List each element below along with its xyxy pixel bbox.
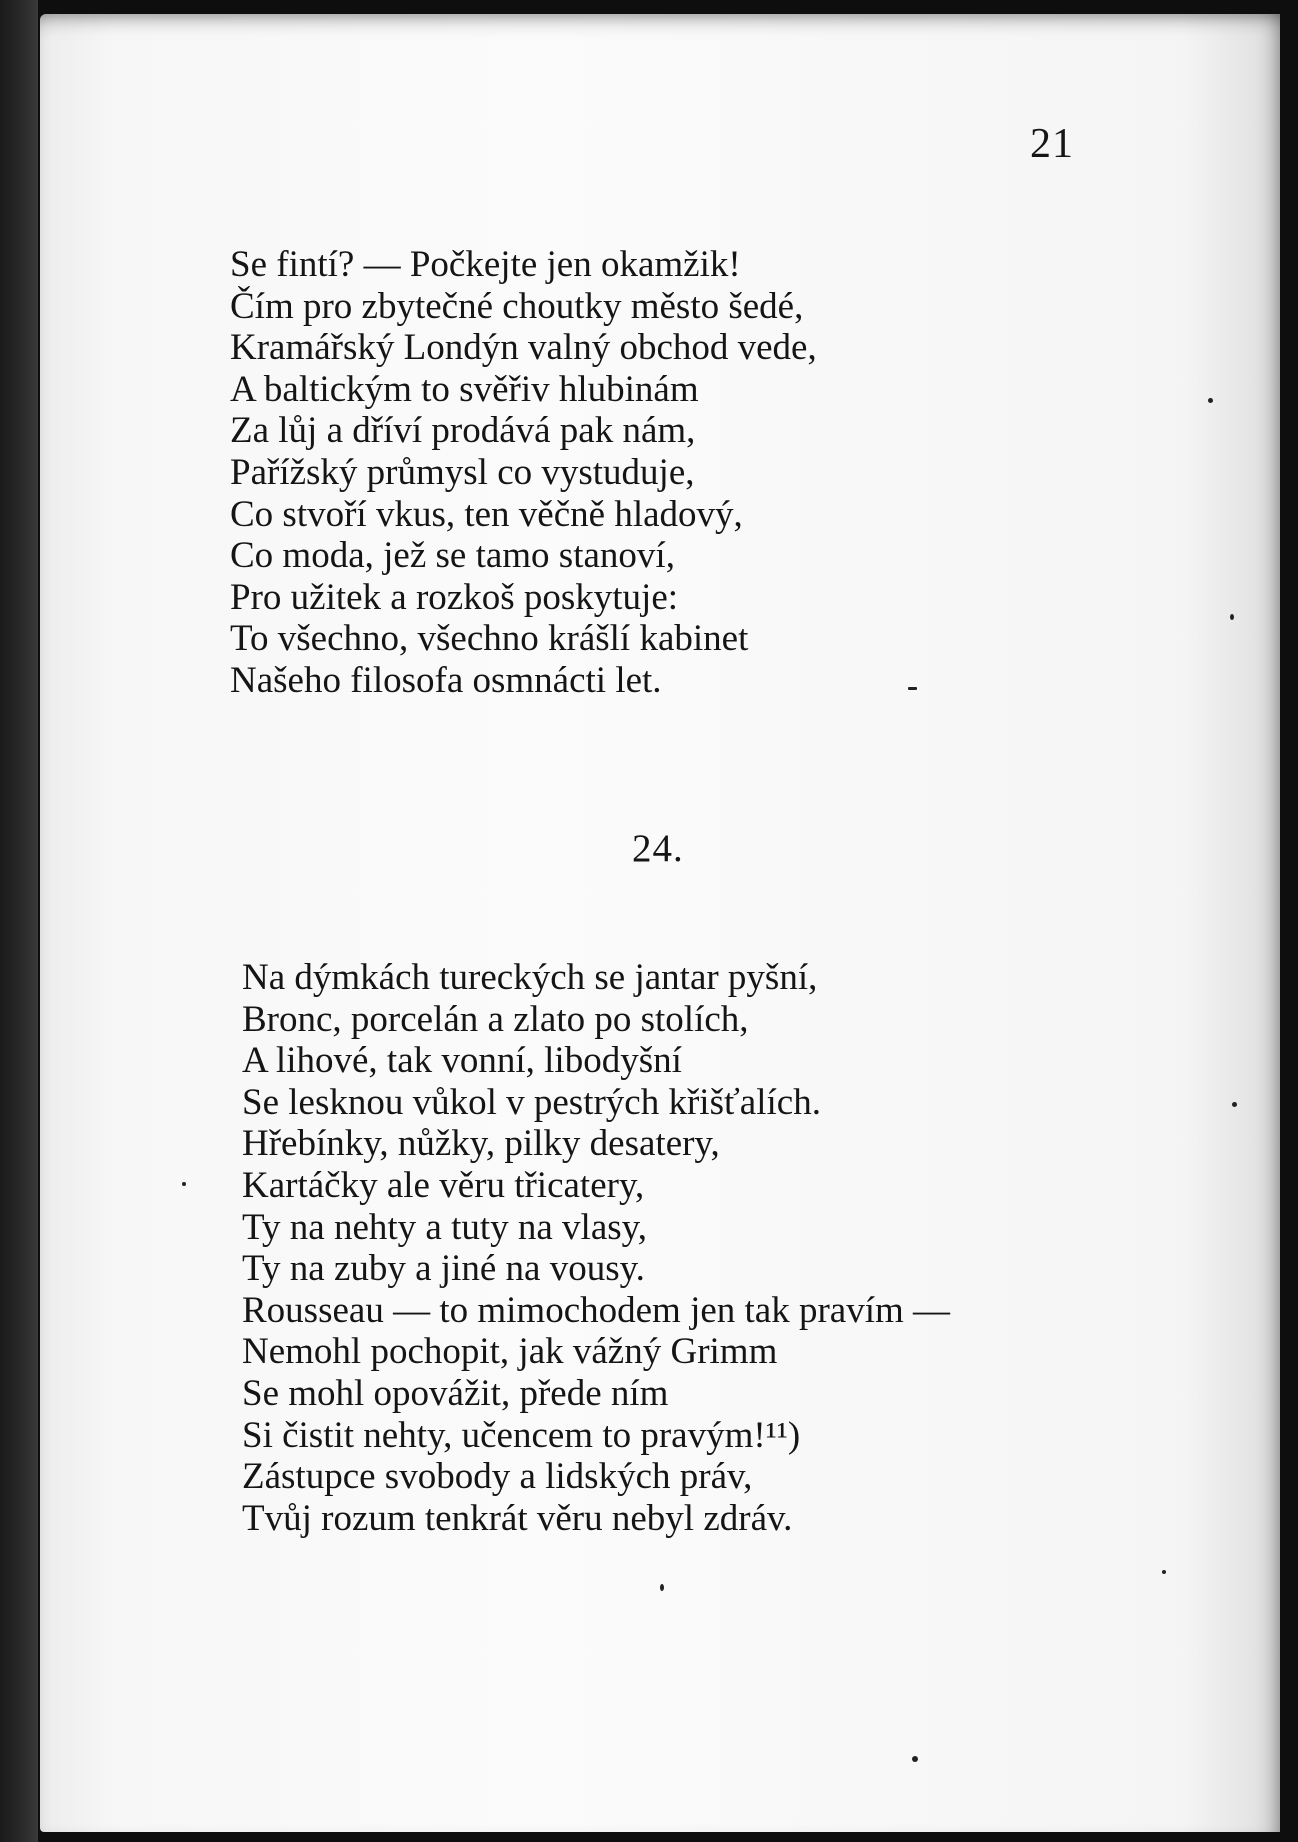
page-number: 21 [1030, 121, 1074, 167]
verse-line: A lihové, tak vonní, libodyšní [242, 1040, 682, 1082]
verse-line: Si čistit nehty, učencem to pravým!¹¹) [242, 1414, 801, 1456]
verse-line: Se lesknou vůkol v pestrých křišťalích. [242, 1081, 821, 1123]
verse-line: Ty na zuby a jiné na vousy. [242, 1248, 645, 1290]
scan-speck [912, 1756, 918, 1762]
verse-line: Čím pro zbytečné choutky město šedé, [230, 285, 804, 327]
verse-line: A baltickým to svěřiv hlubinám [230, 368, 699, 410]
verse-line: Za lůj a dříví prodává pak nám, [230, 410, 696, 452]
book-page [40, 14, 1280, 1832]
verse-line: Ty na nehty a tuty na vlasy, [242, 1206, 647, 1248]
verse-line: To všechno, všechno krášlí kabinet [230, 618, 749, 660]
verse-line: Zástupce svobody a lidských práv, [242, 1456, 753, 1498]
verse-line: Pro užitek a rozkoš poskytuje: [230, 576, 679, 618]
scan-left-edge [0, 0, 38, 1842]
scan-speck [1162, 1570, 1166, 1574]
verse-line: Hřebínky, nůžky, pilky desatery, [242, 1123, 720, 1165]
scan-speck [1208, 398, 1213, 403]
verse-line: Na dýmkách tureckých se jantar pyšní, [242, 957, 818, 998]
verse-line: Kramářský Londýn valný obchod vede, [230, 327, 817, 369]
verse-line: Rousseau — to mimochodem jen tak pravím — [242, 1289, 951, 1331]
section-number: 24. [632, 827, 684, 870]
verse-line: Se fintí? — Počkejte jen okamžik! [230, 244, 741, 285]
verse-line: Se mohl opovážit, přede ním [242, 1372, 669, 1414]
verse-line: Kartáčky ale věru třicatery, [242, 1164, 645, 1206]
verse-line: Nemohl pochopit, jak vážný Grimm [242, 1331, 778, 1373]
verse-line: Našeho filosofa osmnácti let. [230, 659, 662, 701]
verse-line: Pařížský průmysl co vystuduje, [230, 451, 695, 493]
scan-speck [660, 1584, 664, 1591]
verse-line: Tvůj rozum tenkrát věru nebyl zdráv. [242, 1497, 793, 1539]
verse-line: Bronc, porcelán a zlato po stolích, [242, 998, 749, 1040]
verse-line: Co stvoří vkus, ten věčně hladový, [230, 493, 743, 535]
scan-speck [1232, 1102, 1237, 1107]
scan-speck [182, 1182, 186, 1186]
verse-line: Co moda, jež se tamo stanoví, [230, 535, 675, 577]
scan-speck [1230, 614, 1234, 620]
scan-speck [908, 687, 917, 690]
poem-stanza-24 [242, 957, 950, 1539]
poem-stanza-continuation [230, 244, 817, 702]
